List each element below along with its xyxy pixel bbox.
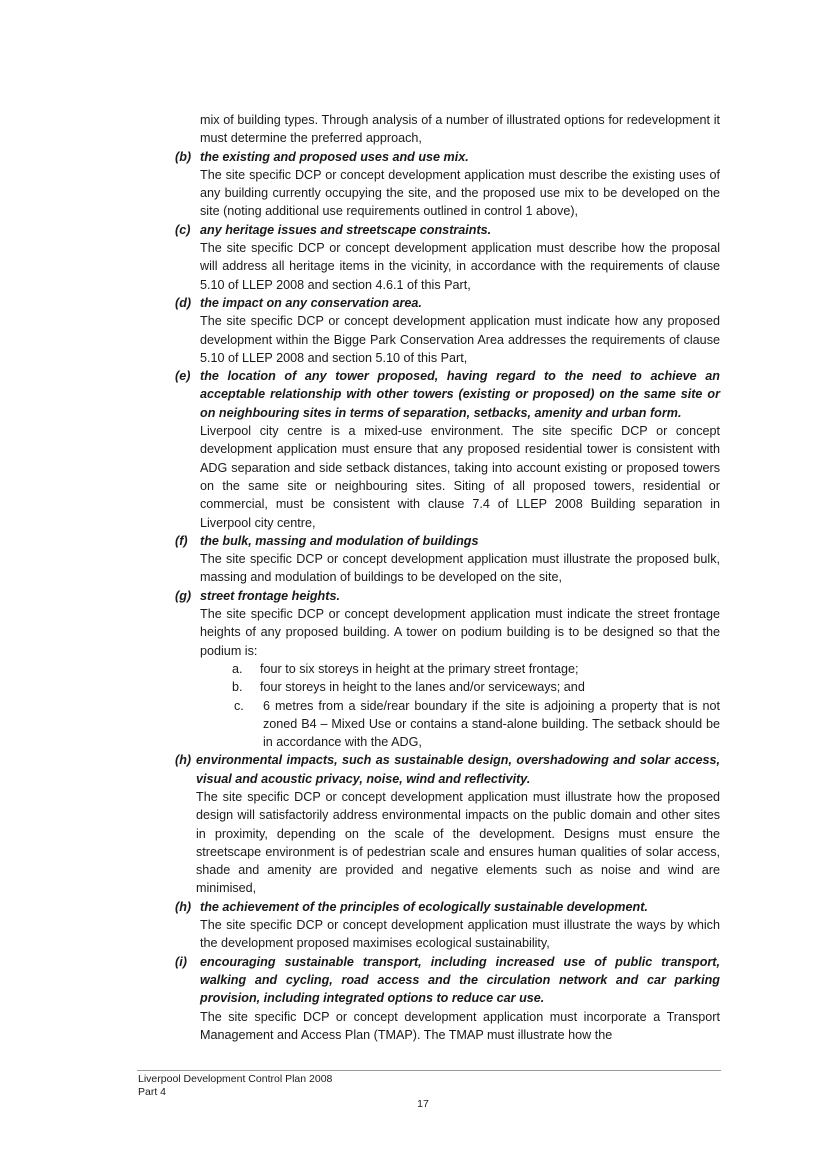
page-number: 17 [417,1098,429,1110]
clause-f [0,532,816,587]
clause-label: (i) [175,954,187,969]
sub-item-c [200,697,720,752]
clause-e [0,367,816,532]
clause-heading: the bulk, massing and modulation of buildings [200,533,479,548]
sub-item-label: b. [232,680,243,695]
sub-item-label: c. [234,698,244,713]
clause-label: (b) [175,149,192,164]
sub-item-text: four storeys in height to the lanes and/or serviceways; and [260,680,585,695]
clause-heading: the achievement of the principles of ecologically sustainable development. [200,899,648,914]
clause-b [0,148,816,221]
clause-label: (h) [175,899,192,914]
clause-body: The site specific DCP or concept development application must illustrate the ways by which the development proposed maximises ecological sustainability, [200,918,720,951]
clause-g [0,587,816,660]
clause-label: (g) [175,588,192,603]
clause-h-environmental [0,751,816,897]
document-body [0,111,816,1044]
continued-paragraph: mix of building types. Through analysis of a number of illustrated options for redevelopment it must determine the preferred approach, [200,113,720,146]
clause-body: The site specific DCP or concept development application must incorporate a Transport Management and Access Plan (TMAP). The TMAP must illustrate how the [200,1009,720,1042]
clause-heading: the existing and proposed uses and use mix. [200,149,469,164]
clause-heading: environmental impacts, such as sustainable design, overshadowing and solar access, visual and acoustic privacy, noise, wind and reflectivity. [196,753,720,786]
clause-heading: the impact on any conservation area. [200,295,422,310]
sub-item-a [200,660,720,678]
sub-item-b [200,678,720,696]
clause-body: The site specific DCP or concept development application must describe the existing uses of any building currently occupying the site, and the proposed use mix to be developed on the site (noting additional use requirements outlined in control 1 above), [200,167,720,219]
clause-label: (d) [175,295,192,310]
footer-document-title: Liverpool Development Control Plan 2008 [138,1073,333,1085]
clause-heading: street frontage heights. [200,588,340,603]
clause-c [0,221,816,294]
sub-item-text: four to six storeys in height at the primary street frontage; [260,661,579,676]
footer-part: Part 4 [138,1086,167,1098]
clause-h-ecological [0,898,816,953]
clause-label: (h) [175,753,192,768]
clause-body: The site specific DCP or concept development application must describe how the proposal will address all heritage items in the vicinity, in accordance with the requirements of clause 5.10 of LLEP 2008 and section 4.6.1 of this Part, [200,241,720,292]
clause-heading: encouraging sustainable transport, including increased use of public transport, walking and cycling, road access and the circulation network and car parking provision, including integrated options to reduce car use. [200,954,720,1006]
footer-divider [137,1070,721,1071]
clause-body: Liverpool city centre is a mixed-use environment. The site specific DCP or concept development application must ensure that any proposed residential tower is consistent with ADG separation and side setback distances, taking into account existing or proposed towers on the same site or neighbouring sites. Siting of all proposed towers, residential or commercial, must be consistent with clause 7.4 of LLEP 2008 Building separation in Liverpool city centre, [200,424,720,530]
clause-body: The site specific DCP or concept development application must indicate how any proposed development within the Bigge Park Conservation Area addresses the requirements of clause 5.10 of LLEP 2008 and section 5.10 of this Part, [200,314,720,365]
clause-heading: the location of any tower proposed, having regard to the need to achieve an acceptable relationship with other towers (existing or proposed) on the same site or on neighbouring sites in terms of separation, setbacks, amenity and urban form. [200,369,720,420]
clause-body: The site specific DCP or concept development application must illustrate how the proposed design will satisfactorily address environmental impacts on the public domain and other sites in proximity, depending on the scale of the development. Designs must ensure the streetscape environment is of pedestrian scale and ensures human qualities of solar access, shade and amenity are provided and negative elements such as noise and wind are minimised, [196,789,720,896]
footer [138,1073,332,1099]
sub-item-label: a. [232,661,243,676]
clause-label: (e) [175,369,191,384]
clause-label: (c) [175,222,191,237]
clause-label: (f) [175,533,188,548]
sub-item-text: 6 metres from a side/rear boundary if the site is adjoining a property that is not zoned B4 – Mixed Use or contains a stand-alone building. The setback should be in accordance with the ADG, [263,698,720,750]
clause-body: The site specific DCP or concept development application must illustrate the proposed bulk, massing and modulation of buildings to be developed on the site, [200,552,720,585]
clause-body: The site specific DCP or concept development application must indicate the street frontage heights of any proposed building. A tower on podium building is to be designed so that the podium is: [200,607,720,658]
clause-d [0,294,816,367]
clause-heading: any heritage issues and streetscape constraints. [200,222,492,237]
clause-i [0,953,816,1044]
